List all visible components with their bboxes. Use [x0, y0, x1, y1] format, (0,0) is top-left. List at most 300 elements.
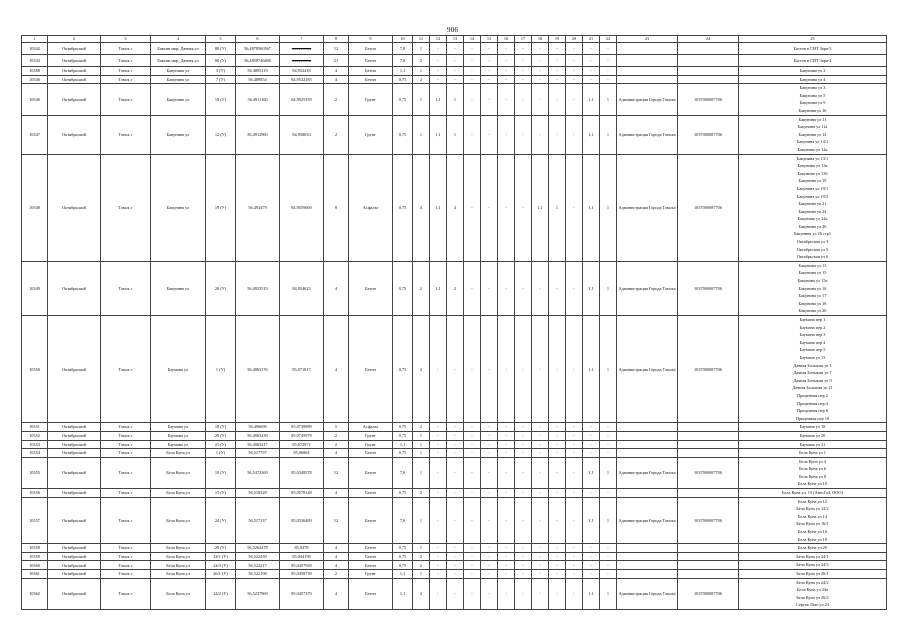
table-cell: 10546: [22, 84, 48, 115]
table-cell: Томск г: [101, 84, 151, 115]
table-cell: 0,75: [393, 544, 413, 553]
table-cell: -: [447, 544, 464, 553]
table-cell: 24/1 (У): [206, 552, 236, 561]
address-list-cell: Бела Куна ул 1: [739, 449, 887, 458]
column-number: 17: [515, 36, 532, 43]
table-cell: [617, 561, 678, 570]
table-cell: 4: [324, 75, 349, 84]
table-cell: [678, 489, 739, 498]
table-cell: 10362: [22, 578, 48, 609]
table-cell: 26/1 (У): [206, 570, 236, 579]
table-cell: 56,4893119: [236, 67, 280, 76]
table-cell: -: [464, 497, 481, 544]
table-cell: 2: [413, 423, 430, 432]
table-row: [22, 154, 887, 261]
table-cell: 2: [324, 440, 349, 449]
table-cell: 10358: [22, 544, 48, 553]
table-cell: -: [464, 570, 481, 579]
table-cell: 2: [413, 75, 430, 84]
table-cell: -: [515, 570, 532, 579]
table-cell: 2: [413, 552, 430, 561]
table-cell: 1037000087706: [678, 154, 739, 261]
table-cell: 12: [324, 497, 349, 544]
column-number: 1: [22, 36, 48, 43]
table-cell: 85,071817: [280, 316, 324, 423]
table-cell: 85,072971: [280, 440, 324, 449]
table-cell: Бела Куна ул: [151, 578, 206, 609]
table-cell: -: [583, 561, 600, 570]
table-cell: 1,1: [583, 316, 600, 423]
table-cell: 1: [447, 115, 464, 154]
table-cell: 1,1: [532, 154, 549, 261]
header-row: [22, 36, 887, 43]
table-cell: -: [481, 423, 498, 432]
table-cell: -: [430, 431, 447, 440]
table-cell: Томск г: [101, 316, 151, 423]
table-cell: -: [481, 75, 498, 84]
table-cell: 1: [413, 43, 430, 55]
column-number: 11: [413, 36, 430, 43]
table-cell: -: [430, 570, 447, 579]
table-cell: -: [447, 457, 464, 488]
table-cell: Томск г: [101, 261, 151, 315]
table-cell: -: [532, 55, 549, 67]
table-cell: -: [498, 449, 515, 458]
table-cell: Бакунина ул: [151, 75, 206, 84]
table-cell: 84,9532185: [280, 75, 324, 84]
table-cell: -: [498, 67, 515, 76]
table-row: [22, 67, 887, 76]
table-cell: Томск г: [101, 440, 151, 449]
table-cell: 0,75: [393, 261, 413, 315]
table-cell: Октябрьский: [48, 84, 101, 115]
table-cell: Октябрьский: [48, 43, 101, 55]
table-cell: 12: [324, 457, 349, 488]
table-cell: Томск г: [101, 489, 151, 498]
table-cell: -: [498, 55, 515, 67]
table-cell: Томск г: [101, 570, 151, 579]
table-cell: -: [515, 457, 532, 488]
table-row: [22, 440, 887, 449]
table-cell: -: [600, 423, 617, 432]
table-cell: 0,75: [393, 449, 413, 458]
table-cell: 1: [413, 497, 430, 544]
table-cell: 10353: [22, 440, 48, 449]
table-cell: -: [566, 489, 583, 498]
column-number: 15: [481, 36, 498, 43]
table-cell: 1: [413, 544, 430, 553]
table-cell: -: [515, 552, 532, 561]
table-cell: Октябрьский: [48, 67, 101, 76]
table-cell: Октябрьский: [48, 570, 101, 579]
table-cell: Томск г: [101, 561, 151, 570]
table-cell: -: [549, 423, 566, 432]
table-cell: 56,517797: [236, 449, 280, 458]
table-row: [22, 43, 887, 55]
table-cell: -: [600, 544, 617, 553]
table-cell: 1,1: [430, 115, 447, 154]
table-cell: -: [498, 154, 515, 261]
table-cell: 8: [324, 154, 349, 261]
address-list-cell: Бела Куна ул. 15 (АвтоГаЗ, ООО): [739, 489, 887, 498]
table-cell: -: [430, 561, 447, 570]
table-cell: 85,0739989: [280, 423, 324, 432]
table-cell: Октябрьский: [48, 489, 101, 498]
table-cell: Администрация Города Томска: [617, 457, 678, 488]
table-cell: -: [549, 43, 566, 55]
table-cell: 7,8: [393, 55, 413, 67]
table-cell: -: [566, 55, 583, 67]
table-cell: -: [566, 84, 583, 115]
table-cell: 2: [324, 84, 349, 115]
table-cell: 56,522198: [236, 570, 280, 579]
address-list-cell: Бела Куна ул 12 Бела Куна ул 12/2 Бела Куна ул 14 Бела Куна ул 16/1 Бела Куна ул 16 Бела Куна ул 18: [739, 497, 887, 544]
table-cell: 1,1: [430, 154, 447, 261]
table-cell: -: [532, 316, 549, 423]
table-cell: 2: [324, 115, 349, 154]
table-cell: -: [549, 115, 566, 154]
table-cell: -: [583, 552, 600, 561]
table-cell: Асфальт: [349, 154, 393, 261]
table-cell: [617, 449, 678, 458]
column-number: 10: [393, 36, 413, 43]
table-cell: -: [515, 497, 532, 544]
table-cell: -: [481, 115, 498, 154]
table-cell: 85,0536469: [280, 497, 324, 544]
table-cell: -: [600, 75, 617, 84]
table-cell: -: [583, 43, 600, 55]
table-cell: Томск г: [101, 154, 151, 261]
table-row: [22, 570, 887, 579]
table-cell: -: [549, 570, 566, 579]
table-cell: -: [532, 544, 549, 553]
table-cell: 1037000087706: [678, 578, 739, 609]
table-cell: -: [515, 544, 532, 553]
table-cell: -: [583, 570, 600, 579]
table-cell: Томск г: [101, 43, 151, 55]
table-cell: -: [532, 497, 549, 544]
table-row: [22, 457, 887, 488]
table-cell: -: [532, 440, 549, 449]
address-list-cell: Бакунина ул 13 Бакунина ул 15 Бакунина ул 15а Бакунина ул 16 Бакунина ул 17 Бакунина ул 18 Бакунина ул 20: [739, 261, 887, 315]
table-cell: 1037000087706: [678, 457, 739, 488]
table-cell: -: [515, 43, 532, 55]
table-row: [22, 261, 887, 315]
table-row: [22, 497, 887, 544]
table-cell: 56,4858746400: [236, 55, 280, 67]
table-cell: 56,4911100: [236, 84, 280, 115]
table-cell: 5: [324, 423, 349, 432]
table-cell: 10355: [22, 457, 48, 488]
column-number: 16: [498, 36, 515, 43]
table-cell: 84,9559669: [280, 154, 324, 261]
table-cell: 4: [324, 449, 349, 458]
table-cell: -: [549, 561, 566, 570]
table-cell: -: [481, 84, 498, 115]
table-cell: -: [583, 75, 600, 84]
column-number: 20: [566, 36, 583, 43]
address-list-cell: Баумана ул 18: [739, 423, 887, 432]
table-cell: 1: [413, 449, 430, 458]
table-cell: 2: [324, 570, 349, 579]
table-cell: [678, 75, 739, 84]
table-cell: -: [600, 449, 617, 458]
table-cell: -: [447, 449, 464, 458]
table-cell: 56,4925519: [236, 261, 280, 315]
table-cell: Бела Куна ул: [151, 552, 206, 561]
table-row: [22, 115, 887, 154]
table-cell: -: [464, 457, 481, 488]
column-number: 19: [549, 36, 566, 43]
table-cell: -: [447, 497, 464, 544]
table-cell: 0,75: [393, 423, 413, 432]
table-cell: -: [566, 570, 583, 579]
table-cell: -: [566, 154, 583, 261]
table-cell: Бела Куна ул: [151, 449, 206, 458]
table-cell: -: [549, 84, 566, 115]
table-cell: Октябрьский: [48, 261, 101, 315]
table-cell: 56,489854: [236, 75, 280, 84]
table-cell: 84,954623: [280, 261, 324, 315]
column-number: 25: [739, 36, 887, 43]
table-cell: Администрация Города Томска: [617, 154, 678, 261]
table-cell: -: [464, 449, 481, 458]
table-cell: [678, 570, 739, 579]
table-cell: 7 (У): [206, 75, 236, 84]
table-row: [22, 552, 887, 561]
registry-table: [21, 35, 887, 610]
table-cell: -: [600, 43, 617, 55]
table-cell: -: [464, 578, 481, 609]
table-cell: xxxxxxxxx: [280, 55, 324, 67]
table-cell: 1: [413, 431, 430, 440]
table-cell: 1: [413, 67, 430, 76]
table-cell: 10359: [22, 552, 48, 561]
table-cell: 4: [324, 578, 349, 609]
table-cell: -: [600, 489, 617, 498]
table-cell: Октябрьский: [48, 449, 101, 458]
table-cell: -: [566, 578, 583, 609]
table-cell: -: [566, 440, 583, 449]
table-cell: -: [549, 552, 566, 561]
table-cell: -: [430, 544, 447, 553]
table-cell: 7,6: [393, 497, 413, 544]
table-cell: -: [515, 440, 532, 449]
table-cell: -: [566, 561, 583, 570]
table-cell: -: [549, 75, 566, 84]
table-cell: 85,0348578: [280, 457, 324, 488]
table-cell: -: [532, 449, 549, 458]
table-cell: -: [447, 440, 464, 449]
table-cell: -: [464, 261, 481, 315]
table-cell: 1,1: [430, 84, 447, 115]
table-cell: -: [498, 84, 515, 115]
table-cell: -: [430, 497, 447, 544]
table-cell: 1037000087706: [678, 84, 739, 115]
table-cell: 85,06864: [280, 449, 324, 458]
table-cell: Октябрьский: [48, 423, 101, 432]
table-cell: 1 (У): [206, 449, 236, 458]
table-cell: 1: [600, 115, 617, 154]
table-cell: Грунт: [349, 115, 393, 154]
table-cell: -: [481, 261, 498, 315]
table-cell: -: [430, 552, 447, 561]
table-cell: Грунт: [349, 570, 393, 579]
table-cell: [678, 552, 739, 561]
table-cell: 4: [324, 561, 349, 570]
table-cell: 2: [413, 55, 430, 67]
table-cell: 0,75: [393, 75, 413, 84]
table-cell: Бактин мкр, Дачная ул: [151, 55, 206, 67]
table-cell: [617, 75, 678, 84]
table-cell: [617, 544, 678, 553]
table-cell: -: [515, 316, 532, 423]
table-cell: -: [498, 457, 515, 488]
table-cell: -: [600, 431, 617, 440]
table-cell: 1,1: [583, 154, 600, 261]
table-cell: -: [481, 67, 498, 76]
table-cell: 56,4963217: [236, 440, 280, 449]
table-cell: 2: [413, 261, 430, 315]
table-cell: 24/3 (У): [206, 561, 236, 570]
table-cell: -: [464, 431, 481, 440]
table-cell: -: [532, 489, 549, 498]
table-cell: -: [430, 67, 447, 76]
table-cell: -: [498, 423, 515, 432]
table-cell: -: [498, 43, 515, 55]
table-cell: -: [532, 84, 549, 115]
table-cell: -: [600, 55, 617, 67]
table-cell: -: [583, 55, 600, 67]
table-cell: -: [498, 316, 515, 423]
table-cell: [678, 544, 739, 553]
table-cell: -: [481, 431, 498, 440]
table-cell: 10350: [22, 316, 48, 423]
table-cell: -: [549, 489, 566, 498]
table-cell: -: [447, 423, 464, 432]
table-cell: Бела Куна ул: [151, 497, 206, 544]
address-list-cell: Бакунина ул 4: [739, 75, 887, 84]
address-list-cell: Бакунина ул 3 Бакунина ул 5 Бакунина ул 9 Бакунина ул 16: [739, 84, 887, 115]
table-cell: 1,1: [393, 570, 413, 579]
table-cell: Бетон: [349, 43, 393, 55]
table-cell: -: [583, 544, 600, 553]
table-cell: 10351: [22, 423, 48, 432]
table-cell: 56,5262478: [236, 544, 280, 553]
table-cell: -: [532, 423, 549, 432]
table-cell: 1: [413, 84, 430, 115]
table-cell: -: [447, 489, 464, 498]
table-cell: 56,4963176: [236, 316, 280, 423]
table-row: [22, 578, 887, 609]
table-cell: 0,75: [393, 489, 413, 498]
table-cell: -: [464, 489, 481, 498]
table-cell: 56,496696: [236, 423, 280, 432]
table-cell: 24/2 (У): [206, 578, 236, 609]
table-cell: 10356: [22, 489, 48, 498]
table-cell: Администрация Города Томска: [617, 316, 678, 423]
table-cell: -: [464, 544, 481, 553]
table-cell: Томск г: [101, 115, 151, 154]
table-cell: Администрация Города Томска: [617, 115, 678, 154]
table-cell: [678, 55, 739, 67]
table-cell: 10346: [22, 75, 48, 84]
table-cell: 10343: [22, 55, 48, 67]
table-cell: Томск г: [101, 457, 151, 488]
table-cell: -: [515, 423, 532, 432]
table-cell: Бела Куна ул: [151, 570, 206, 579]
table-cell: 0,75: [393, 154, 413, 261]
table-cell: 12 (У): [206, 115, 236, 154]
table-cell: 1: [600, 261, 617, 315]
table-cell: Томск г: [101, 578, 151, 609]
address-list-cell: Бакунина ул 13/1 Бакунина ул 13а Бакунина ул 13б Бакунина ул 19 Бакунина ул 19/1 Бакунина ул 19/2 Бакунина ул 21 Бакунина ул 24 Бакунина ул 24а Бакунина ул 26 Бакунина ул 26 стр1 Октябрьская ул 3 Октябрьская ул 5 Октябрьская ул 6: [739, 154, 887, 261]
table-cell: 1,1: [583, 497, 600, 544]
table-cell: Бетон: [349, 578, 393, 609]
table-cell: -: [532, 43, 549, 55]
table-cell: 19 (У): [206, 154, 236, 261]
table-cell: 1: [600, 84, 617, 115]
table-cell: 85,0745979: [280, 431, 324, 440]
table-row: [22, 84, 887, 115]
table-cell: -: [566, 544, 583, 553]
table-cell: Октябрьский: [48, 75, 101, 84]
table-cell: -: [532, 457, 549, 488]
table-cell: 10352: [22, 431, 48, 440]
table-cell: -: [447, 67, 464, 76]
table-cell: -: [481, 578, 498, 609]
table-cell: [678, 449, 739, 458]
address-list-cell: Бастов в СНТ Заря-4: [739, 55, 887, 67]
table-cell: -: [549, 440, 566, 449]
table-cell: Томск г: [101, 552, 151, 561]
table-cell: 1: [413, 570, 430, 579]
table-cell: 1: [600, 154, 617, 261]
table-cell: -: [481, 561, 498, 570]
table-cell: Бакунина ул: [151, 154, 206, 261]
table-cell: -: [583, 423, 600, 432]
table-cell: Администрация Города Томска: [617, 84, 678, 115]
table-cell: Бауманa ул: [151, 316, 206, 423]
table-cell: -: [532, 552, 549, 561]
table-cell: -: [549, 431, 566, 440]
table-cell: -: [583, 489, 600, 498]
table-cell: -: [566, 552, 583, 561]
table-row: [22, 489, 887, 498]
table-cell: -: [447, 431, 464, 440]
table-cell: [617, 67, 678, 76]
table-cell: 0,75: [393, 552, 413, 561]
table-cell: Бакунина ул: [151, 115, 206, 154]
table-cell: Грунт: [349, 431, 393, 440]
table-cell: -: [515, 431, 532, 440]
table-cell: Администрация Города Томска: [617, 261, 678, 315]
table-cell: -: [532, 115, 549, 154]
table-cell: -: [532, 67, 549, 76]
table-cell: -: [532, 261, 549, 315]
table-cell: Бетон: [349, 75, 393, 84]
table-cell: -: [481, 544, 498, 553]
column-number: 4: [151, 36, 206, 43]
table-cell: 10 (У): [206, 84, 236, 115]
table-cell: -: [515, 449, 532, 458]
table-cell: Томск г: [101, 75, 151, 84]
table-cell: -: [481, 154, 498, 261]
table-cell: 21: [324, 55, 349, 67]
table-cell: Томск г: [101, 423, 151, 432]
table-cell: 85,0458739: [280, 570, 324, 579]
column-number: 2: [48, 36, 101, 43]
